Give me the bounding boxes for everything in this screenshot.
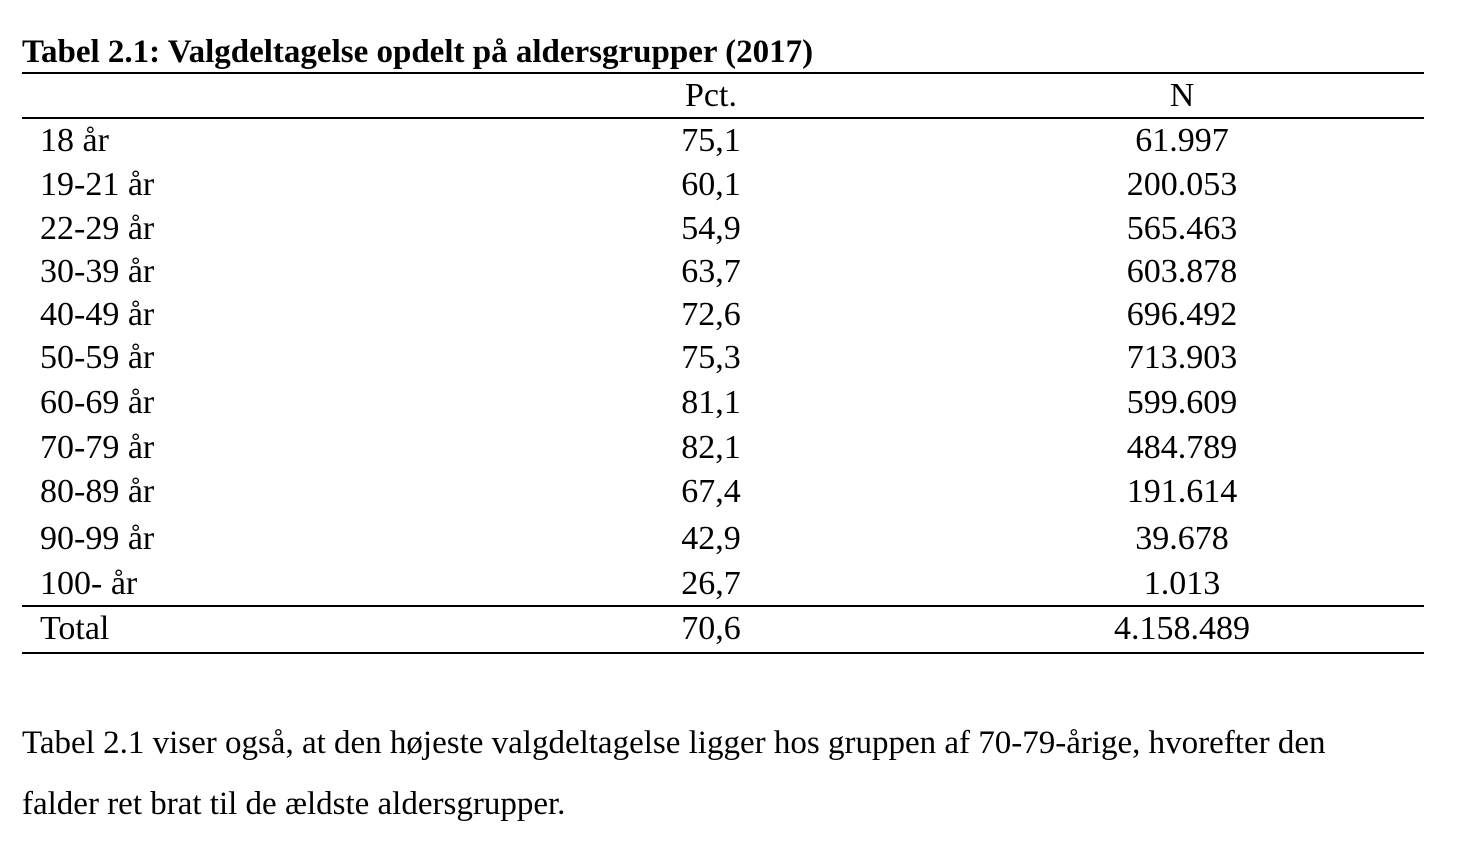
n-value: 484.789 — [1126, 429, 1238, 466]
table-row — [22, 426, 1424, 470]
n-value: 696.492 — [1126, 296, 1238, 333]
table-row — [22, 562, 1424, 606]
header-pct: Pct. — [685, 77, 737, 114]
table-bottom-rule — [22, 652, 1424, 654]
table-row — [22, 336, 1424, 380]
age-group: 30-39 år — [40, 253, 155, 290]
n-value: 565.463 — [1126, 210, 1238, 247]
table-row — [22, 293, 1424, 337]
n-value: 191.614 — [1126, 473, 1238, 510]
pct-value: 82,1 — [681, 429, 741, 466]
total-label: Total — [40, 610, 110, 647]
n-value: 1.013 — [1143, 565, 1221, 602]
n-value: 713.903 — [1126, 339, 1238, 376]
table-row — [22, 207, 1424, 251]
age-group: 90-99 år — [40, 520, 155, 557]
n-value: 603.878 — [1126, 253, 1238, 290]
n-value: 39.678 — [1135, 520, 1229, 557]
pct-value: 75,3 — [681, 339, 741, 376]
pct-value: 26,7 — [681, 565, 741, 602]
age-group: 18 år — [40, 122, 109, 159]
table-row — [22, 119, 1424, 163]
age-group: 40-49 år — [40, 296, 155, 333]
paragraph-line-1: Tabel 2.1 viser også, at den højeste valgdeltagelse ligger hos gruppen af 70-79-årige, hvorefter den — [22, 725, 1326, 761]
pct-value: 75,1 — [681, 122, 741, 159]
table-total-row — [22, 607, 1424, 651]
age-group: 100- år — [40, 565, 138, 602]
table-title: Tabel 2.1: Valgdeltagelse opdelt på aldersgrupper (2017) — [22, 34, 814, 70]
total-pct: 70,6 — [681, 610, 741, 647]
n-value: 599.609 — [1126, 384, 1238, 421]
pct-value: 60,1 — [681, 166, 741, 203]
age-group: 19-21 år — [40, 166, 155, 203]
age-group: 50-59 år — [40, 339, 155, 376]
n-value: 61.997 — [1135, 122, 1229, 159]
pct-value: 63,7 — [681, 253, 741, 290]
paragraph-line-2: falder ret brat til de ældste aldersgrupper. — [22, 786, 566, 822]
pct-value: 72,6 — [681, 296, 741, 333]
table-row — [22, 250, 1424, 294]
age-group: 70-79 år — [40, 429, 155, 466]
table-header-row — [22, 74, 1424, 118]
pct-value: 67,4 — [681, 473, 741, 510]
age-group: 60-69 år — [40, 384, 155, 421]
age-group: 22-29 år — [40, 210, 155, 247]
n-value: 200.053 — [1126, 166, 1238, 203]
header-n: N — [1169, 77, 1195, 114]
table-row — [22, 163, 1424, 207]
age-group: 80-89 år — [40, 473, 155, 510]
table-row — [22, 381, 1424, 425]
total-n: 4.158.489 — [1114, 610, 1250, 647]
pct-value: 81,1 — [681, 384, 741, 421]
table-row — [22, 470, 1424, 514]
pct-value: 54,9 — [681, 210, 741, 247]
pct-value: 42,9 — [681, 520, 741, 557]
table-row — [22, 517, 1424, 561]
